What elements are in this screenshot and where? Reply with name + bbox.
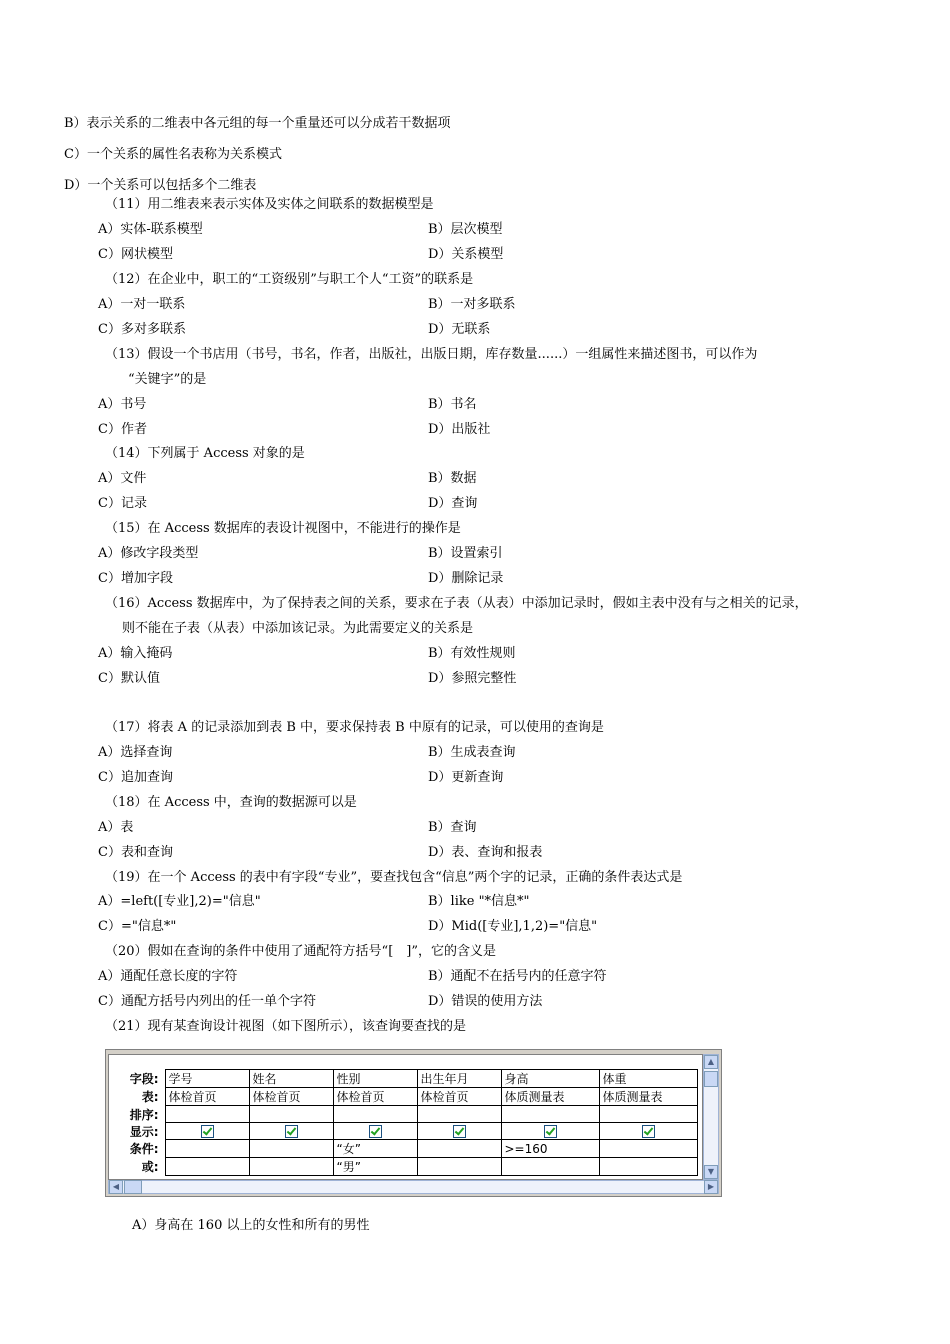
option-d: D）参照完整性: [428, 671, 517, 686]
checkbox-checked-icon[interactable]: [201, 1125, 214, 1138]
grid-cell-criteria[interactable]: “女”: [333, 1140, 417, 1158]
option-c: C）表和查询: [98, 845, 173, 860]
question-14: （14）下列属于 Access 对象的是: [105, 446, 305, 461]
question-12: （12）在企业中，职工的“工资级别”与职工个人“工资”的联系是: [105, 272, 474, 287]
grid-cell-or[interactable]: [417, 1158, 501, 1176]
question-16: （16）Access 数据库中，为了保持表之间的关系，要求在子表（从表）中添加记录时，假如主表中没有与之相关的记录，: [105, 596, 808, 611]
row-label-show: 显示:: [109, 1123, 165, 1140]
option-a: A）表: [98, 820, 134, 835]
grid-cell-table[interactable]: 体检首页: [249, 1088, 333, 1106]
option-b: B）有效性规则: [428, 646, 516, 661]
option-b: B）一对多联系: [428, 297, 516, 312]
question-18: （18）在 Access 中，查询的数据源可以是: [105, 795, 357, 810]
option-c: C）多对多联系: [98, 322, 186, 337]
vertical-scroll-thumb[interactable]: [704, 1071, 718, 1087]
grid-cell-or[interactable]: [249, 1158, 333, 1176]
show-checkbox-cell[interactable]: [417, 1123, 501, 1140]
option-a: A）=left([专业],2)="信息": [98, 894, 261, 909]
grid-cell-field[interactable]: 出生年月: [417, 1070, 501, 1088]
scroll-left-icon[interactable]: ◀: [109, 1180, 123, 1194]
option-d: D）出版社: [428, 422, 491, 437]
option-d: D）更新查询: [428, 770, 504, 785]
intro-line-c: C）一个关系的属性名表称为关系模式: [64, 147, 282, 162]
grid-cell-table[interactable]: 体检首页: [333, 1088, 417, 1106]
option-a: A）书号: [98, 397, 147, 412]
grid-cell-sort[interactable]: [165, 1106, 249, 1123]
grid-cell-table[interactable]: 体检首页: [417, 1088, 501, 1106]
grid-cell-field[interactable]: 性别: [333, 1070, 417, 1088]
grid-cell-sort[interactable]: [333, 1106, 417, 1123]
grid-cell-sort[interactable]: [501, 1106, 599, 1123]
option-b: B）生成表查询: [428, 745, 516, 760]
grid-cell-or[interactable]: [599, 1158, 697, 1176]
option-a: A）实体-联系模型: [98, 222, 203, 237]
scroll-right-icon[interactable]: ▶: [704, 1180, 718, 1194]
grid-cell-criteria[interactable]: [417, 1140, 501, 1158]
option-c: C）作者: [98, 422, 147, 437]
show-checkbox-cell[interactable]: [165, 1123, 249, 1140]
grid-cell-sort[interactable]: [249, 1106, 333, 1123]
option-a: A）一对一联系: [98, 297, 186, 312]
option-d: D）错误的使用方法: [428, 994, 543, 1009]
option-b: B）数据: [428, 471, 477, 486]
scroll-down-icon[interactable]: ▼: [704, 1165, 718, 1179]
grid-cell-field[interactable]: 学号: [165, 1070, 249, 1088]
option-b: B）书名: [428, 397, 477, 412]
option-b: B）通配不在括号内的任意字符: [428, 969, 607, 984]
question-15: （15）在 Access 数据库的表设计视图中，不能进行的操作是: [105, 521, 461, 536]
option-d: D）表、查询和报表: [428, 845, 543, 860]
option-c: C）通配方括号内列出的任一单个字符: [98, 994, 316, 1009]
option-c: C）追加查询: [98, 770, 173, 785]
vertical-scrollbar[interactable]: [703, 1054, 719, 1180]
grid-cell-sort[interactable]: [417, 1106, 501, 1123]
grid-row-field: [109, 1070, 697, 1088]
option-b: B）like "*信息*": [428, 894, 530, 909]
grid-row-criteria: [109, 1140, 697, 1158]
grid-cell-or[interactable]: [501, 1158, 599, 1176]
horizontal-scroll-thumb[interactable]: [124, 1180, 142, 1194]
intro-line-b: B）表示关系的二维表中各元组的每一个重量还可以分成若干数据项: [64, 116, 451, 131]
query-design-grid: [105, 1049, 722, 1197]
row-label-field: 字段:: [109, 1070, 165, 1088]
checkbox-checked-icon[interactable]: [544, 1125, 557, 1138]
horizontal-scrollbar[interactable]: [108, 1180, 719, 1194]
checkbox-checked-icon[interactable]: [453, 1125, 466, 1138]
option-b: B）设置索引: [428, 546, 503, 561]
grid-cell-field[interactable]: 身高: [501, 1070, 599, 1088]
option-c: C）="信息*": [98, 919, 177, 934]
show-checkbox-cell[interactable]: [599, 1123, 697, 1140]
grid-cell-table[interactable]: 体质测量表: [501, 1088, 599, 1106]
option-c: C）记录: [98, 496, 147, 511]
row-label-table: 表:: [109, 1088, 165, 1106]
row-label-criteria: 条件:: [109, 1140, 165, 1158]
intro-line-d: D）一个关系可以包括多个二维表: [64, 178, 257, 193]
checkbox-checked-icon[interactable]: [642, 1125, 655, 1138]
grid-row-table: [109, 1088, 697, 1106]
grid-row-show: [109, 1123, 697, 1140]
show-checkbox-cell[interactable]: [501, 1123, 599, 1140]
option-a: A）通配任意长度的字符: [98, 969, 238, 984]
row-label-or: 或:: [109, 1158, 165, 1176]
option-a: A）修改字段类型: [98, 546, 199, 561]
option-a: A）身高在 160 以上的女性和所有的男性: [132, 1218, 370, 1233]
grid-row-sort: [109, 1106, 697, 1123]
grid-row-or: [109, 1158, 697, 1176]
grid-cell-sort[interactable]: [599, 1106, 697, 1123]
option-c: C）默认值: [98, 671, 160, 686]
question-19: （19）在一个 Access 的表中有字段“专业”，要查找包含“信息”两个字的记录，正确的条件表达式是: [105, 870, 683, 885]
option-a: A）选择查询: [98, 745, 173, 760]
option-d: D）Mid([专业],1,2)="信息": [428, 919, 598, 934]
question-13-cont: “关键字”的是: [128, 372, 207, 387]
query-grid-table: [109, 1069, 698, 1176]
question-21: （21）现有某查询设计视图（如下图所示），该查询要查找的是: [105, 1019, 467, 1034]
option-a: A）输入掩码: [98, 646, 173, 661]
scroll-up-icon[interactable]: ▲: [704, 1055, 718, 1069]
option-c: C）增加字段: [98, 571, 173, 586]
grid-cell-field[interactable]: 姓名: [249, 1070, 333, 1088]
option-c: C）网状模型: [98, 247, 173, 262]
grid-cell-criteria[interactable]: >=160: [501, 1140, 599, 1158]
question-20: （20）假如在查询的条件中使用了通配符方括号“[ ]”，它的含义是: [105, 944, 496, 959]
grid-cell-table[interactable]: 体检首页: [165, 1088, 249, 1106]
grid-cell-criteria[interactable]: [249, 1140, 333, 1158]
option-d: D）无联系: [428, 322, 491, 337]
grid-cell-field[interactable]: 体重: [599, 1070, 697, 1088]
option-d: D）关系模型: [428, 247, 504, 262]
question-13: （13）假设一个书店用（书号，书名，作者，出版社，出版日期，库存数量......）一组属性来描述图书，可以作为: [105, 347, 758, 362]
grid-cell-criteria[interactable]: [165, 1140, 249, 1158]
checkbox-checked-icon[interactable]: [285, 1125, 298, 1138]
query-grid-pane: [108, 1054, 703, 1180]
question-16-cont: 则不能在子表（从表）中添加该记录。为此需要定义的关系是: [122, 621, 474, 636]
option-a: A）文件: [98, 471, 147, 486]
option-d: D）删除记录: [428, 571, 504, 586]
show-checkbox-cell[interactable]: [333, 1123, 417, 1140]
question-17: （17）将表 A 的记录添加到表 B 中，要求保持表 B 中原有的记录，可以使用的查询是: [105, 720, 604, 735]
option-b: B）层次模型: [428, 222, 503, 237]
show-checkbox-cell[interactable]: [249, 1123, 333, 1140]
grid-cell-or[interactable]: [165, 1158, 249, 1176]
question-11: （11）用二维表来表示实体及实体之间联系的数据模型是: [105, 197, 434, 212]
checkbox-checked-icon[interactable]: [369, 1125, 382, 1138]
grid-cell-or[interactable]: “男”: [333, 1158, 417, 1176]
option-d: D）查询: [428, 496, 478, 511]
grid-cell-criteria[interactable]: [599, 1140, 697, 1158]
row-label-sort: 排序:: [109, 1106, 165, 1123]
option-b: B）查询: [428, 820, 477, 835]
grid-cell-table[interactable]: 体质测量表: [599, 1088, 697, 1106]
